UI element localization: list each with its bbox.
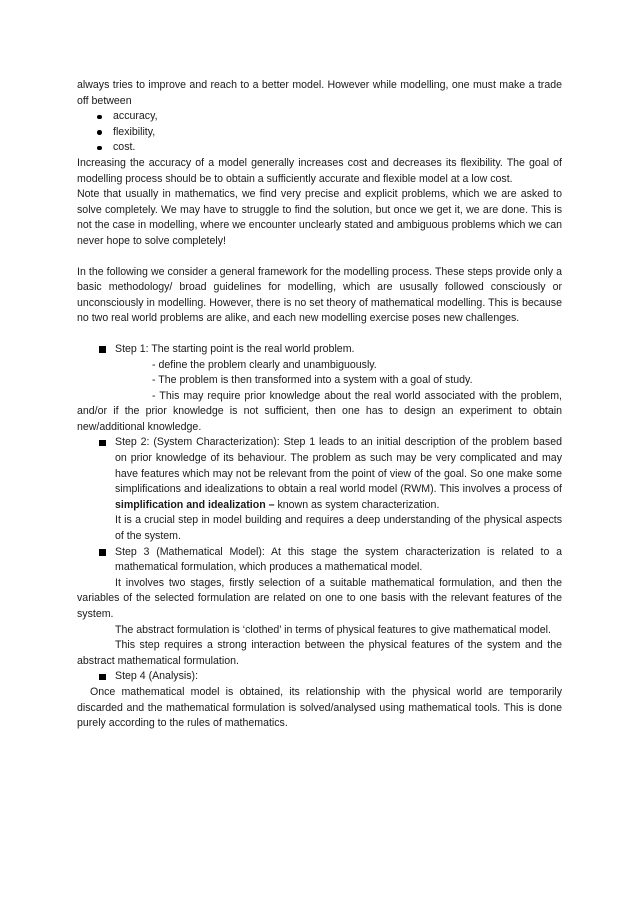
step-3-paragraph-3: The abstract formulation is ‘clothed’ in terms of physical features to give mathematical model. — [115, 623, 551, 636]
step-4 — [77, 669, 562, 685]
framework-paragraph: In the following we consider a general framework for the modelling process. These steps provide only a basic methodology/ broad guidelines for modelling, which are ususally followed consciously or unconsciously in modelling. However, there is no set theory of mathematical modelling. This is because no two real world problems are alike, and each new modelling exercise poses new challenges. — [77, 265, 562, 325]
step-3: Step 3 (Mathematical Model): At this stage the system characterization is related to a mathematical formulation, which produces a mathematical model. — [77, 545, 562, 576]
step-1-sub-2: - The problem is then transformed into a system with a goal of study. — [152, 374, 473, 387]
step-2-bold-phrase: simplification and idealization – — [115, 498, 275, 511]
step-1 — [77, 342, 562, 358]
square-bullet-icon — [99, 674, 106, 681]
step-1-sub-3: - This may require prior knowledge about the real world associated with the problem, and/or if the prior knowledge is not sufficient, then one has to design an experiment to obtain new/additional knowledge. — [77, 389, 562, 433]
step-1-title: Step 1: The starting point is the real world problem. — [115, 342, 355, 355]
square-bullet-icon — [99, 549, 106, 556]
accuracy-paragraph: Increasing the accuracy of a model generally increases cost and decreases its flexibility. The goal of modelling process should be to obtain a sufficiently accurate and flexible model at a low cost. — [77, 156, 562, 185]
bullet-dot-icon — [97, 130, 102, 135]
list-item: cost. — [96, 140, 562, 156]
intro-paragraph: always tries to improve and reach to a better model. However while modelling, one must make a trade off between — [77, 79, 562, 107]
step-4-paragraph: Once mathematical model is obtained, its relationship with the physical world are temporarily discarded and the mathematical formulation is solved/analysed using mathematical tools. This is done purely according to the rules of mathematics. — [77, 685, 562, 730]
square-bullet-icon — [99, 346, 106, 353]
square-bullet-icon — [99, 440, 106, 447]
bullet-dot-icon — [97, 115, 102, 120]
step-3-paragraph-4: This step requires a strong interaction between the physical features of the system and the abstract mathematical formulation. — [77, 639, 562, 667]
tradeoff-list — [77, 109, 562, 156]
mathematics-note-paragraph: Note that usually in mathematics, we find very precise and explicit problems, which we are asked to solve completely. We may have to struggle to find the solution, but once we get it, we are done. This is not the case in modelling, where we encounter unclearly stated and ambiguous problems which we can never hope to solve completely! — [77, 188, 562, 247]
bullet-dot-icon — [97, 146, 102, 151]
step-4-title: Step 4 (Analysis): — [115, 670, 199, 683]
step-1-sub-1: - define the problem clearly and unambiguously. — [152, 358, 377, 371]
step-2-paragraph-2: It is a crucial step in model building and requires a deep understanding of the physical aspects of the system. — [115, 514, 562, 543]
list-item: accuracy, — [96, 109, 562, 125]
list-item: flexibility, — [96, 125, 562, 141]
step-3-paragraph-2: It involves two stages, firstly selection of a suitable mathematical formulation, and then the variables of the selected formulation are related on one to one basis with the relevant features of the system. — [77, 576, 562, 620]
step-2: Step 2: (System Characterization): Step 1 leads to an initial description of the problem based on prior knowledge of its behaviour. The problem as such may be very complicated and may have features which may not be relevant from the point of view of the goal. So one make some simplifications and idealizations to obtain a real world model (RWM). This involves a process of simplification and idealization – known as system characterization. — [77, 435, 562, 513]
